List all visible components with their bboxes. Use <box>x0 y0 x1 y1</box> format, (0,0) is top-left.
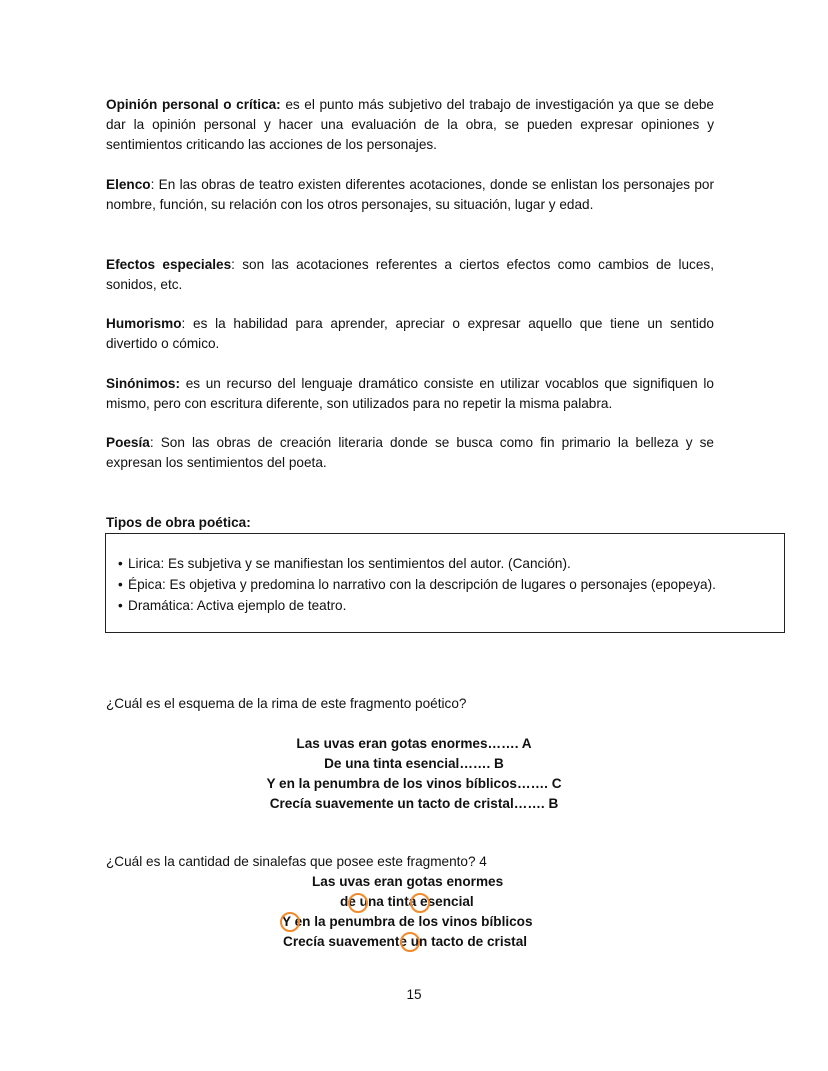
poem-rhyme-scheme <box>0 734 828 814</box>
question-sinalefa: ¿Cuál es la cantidad de sinalefas que posee este fragmento? 4 <box>106 854 487 869</box>
poem-line: Las uvas eran gotas enormes……. A <box>296 736 532 751</box>
page-number: 15 <box>406 987 422 1002</box>
types-box <box>105 533 785 633</box>
paragraph-elenco <box>106 175 714 215</box>
term-poesia: Poesía <box>106 435 150 450</box>
paragraph-efectos <box>106 255 714 295</box>
question-rhyme: ¿Cuál es el esquema de la rima de este fragmento poético? <box>106 696 467 711</box>
poem-line: De una tinta esencial……. B <box>324 756 504 771</box>
list-item: • Dramática: Activa ejemplo de teatro. <box>118 595 716 616</box>
bullet-icon: • <box>118 577 123 592</box>
definition-poesia: : Son las obras de creación literaria donde se busca como fin primario la belleza y se expresan los sentimientos del poeta. <box>106 435 714 470</box>
definition-opinion: es el punto más subjetivo del trabajo de investigación ya que se debe dar la opinión personal y hacer una evaluación de la obra, se pueden expresar opiniones y sentimientos criticando las acciones de los personajes. <box>106 97 714 152</box>
paragraph-poesia <box>106 433 714 473</box>
definition-sinonimos: es un recurso del lenguaje dramático consiste en utilizar vocablos que signifiquen lo mismo, pero con escritura diferente, son utilizados para no repetir la misma palabra. <box>106 376 714 411</box>
term-sinonimos: Sinónimos: <box>106 376 181 391</box>
definition-elenco: : En las obras de teatro existen diferentes acotaciones, donde se enlistan los personajes por nombre, función, su relación con los otros personajes, su situación, lugar y edad. <box>106 177 714 212</box>
list-item: • Épica: Es objetiva y predomina lo narrativo con la descripción de lugares o personajes (epopeya). <box>118 574 716 595</box>
poem-line: Y en la penumbra de los vinos bíblicos……. C <box>266 776 562 791</box>
types-list <box>118 553 716 616</box>
poem-line: Las uvas eran gotas enormes <box>312 874 504 889</box>
paragraph-opinion <box>106 95 714 155</box>
paragraph-sinonimos <box>106 374 714 414</box>
sinalefa-circle-mark <box>280 912 300 932</box>
sinalefa-circle-mark <box>400 932 420 952</box>
sinalefa-circle-mark <box>348 893 368 913</box>
poem-line: Crecía suavemente un tacto de cristal……. B <box>269 796 559 811</box>
bullet-icon: • <box>118 598 123 613</box>
term-efectos: Efectos especiales <box>106 257 232 272</box>
sinalefa-circle-mark <box>410 893 430 913</box>
definition-humorismo: : es la habilidad para aprender, apreciar o expresar aquello que tiene un sentido divertido o cómico. <box>106 316 714 351</box>
types-heading: Tipos de obra poética: <box>106 515 251 530</box>
poem-line: Y en la penumbra de los vinos bíblicos <box>282 914 533 929</box>
list-item: • Lirica: Es subjetiva y se manifiestan los sentimientos del autor. (Canción). <box>118 553 716 574</box>
bullet-icon: • <box>118 556 123 571</box>
term-humorismo: Humorismo <box>106 316 182 331</box>
definition-efectos: : son las acotaciones referentes a ciertos efectos como cambios de luces, sonidos, etc. <box>106 257 714 292</box>
term-elenco: Elenco <box>106 177 151 192</box>
poem-line: Crecía suavemente un tacto de cristal <box>283 934 528 949</box>
paragraph-humorismo <box>106 314 714 354</box>
term-opinion: Opinión personal o crítica: <box>106 97 281 112</box>
poem-line: de una tinta esencial <box>340 894 474 909</box>
